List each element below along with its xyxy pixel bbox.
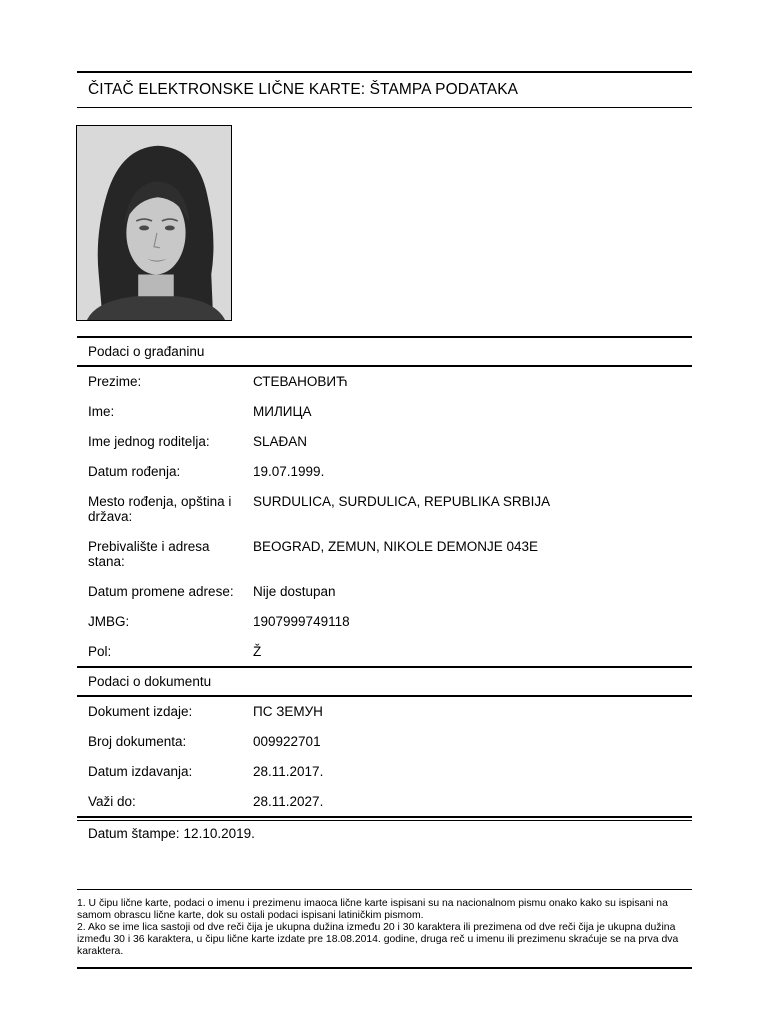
field-value: SLAĐAN: [253, 434, 308, 449]
page-title: [77, 71, 692, 108]
field-label: JMBG:: [88, 614, 130, 629]
field-label: Datum promene adrese:: [88, 584, 234, 599]
field-value: BEOGRAD, ZEMUN, NIKOLE DEMONJE 043E: [253, 539, 539, 554]
document-section-title: Podaci o dokumentu: [88, 674, 212, 689]
field-value: 28.11.2017.: [253, 764, 324, 779]
page-title-text: ČITAČ ELEKTRONSKE LIČNE KARTE: ŠTAMPA PODATAKA: [88, 81, 519, 98]
field-label: Ime:: [88, 404, 115, 419]
field-label: Prezime:: [88, 374, 142, 389]
portrait-photo: [76, 125, 232, 321]
field-value: 28.11.2027.: [253, 794, 324, 809]
field-value: Ž: [253, 644, 262, 659]
print-date: [88, 826, 259, 841]
field-label: Datum rođenja:: [88, 464, 181, 479]
citizen-section-title: Podaci o građaninu: [88, 344, 205, 359]
portrait-photo-icon: [77, 126, 231, 320]
field-label: Važi do:: [88, 794, 136, 809]
field-value: 19.07.1999.: [253, 464, 325, 479]
field-label: Prebivalište i adresa stana:: [88, 539, 210, 569]
print-date-label: Datum štampe:: [88, 826, 180, 841]
field-label: Dokument izdaje:: [88, 704, 193, 719]
footnote-item: 2. Ako se ime lica sastoji od dve reči čija je ukupna dužina između 20 i 30 karaktera ili prezimena od dve reči čija je ukupna dužina između 30 i 36 karaktera, u čipu lične karte izdate pre 18.08.2014. godine, druga reč u imenu ili prezimenu skraćuje se na prva dva karaktera.: [77, 922, 679, 957]
field-label: Ime jednog roditelja:: [88, 434, 210, 449]
field-value: 009922701: [253, 734, 321, 749]
field-value: 1907999749118: [253, 614, 350, 629]
footnotes: [77, 889, 692, 969]
field-label: Mesto rođenja, opština i država:: [88, 494, 232, 524]
field-label: Datum izdavanja:: [88, 764, 193, 779]
footnote-item: 1. U čipu lične karte, podaci o imenu i prezimenu imaoca lične karte ispisani su na nacionalnom pismu onako kako su ispisani na samom obrascu lične karte, dok su ostali podaci ispisani latiničkim pismom.: [77, 898, 668, 921]
field-value: МИЛИЦА: [253, 404, 312, 419]
field-value: ПС ЗЕМУН: [253, 704, 323, 719]
field-label: Broj dokumenta:: [88, 734, 187, 749]
field-label: Pol:: [88, 644, 112, 659]
citizen-section-header: [77, 336, 692, 367]
field-value: SURDULICA, SURDULICA, REPUBLIKA SRBIJA: [253, 494, 551, 509]
print-date-value: 12.10.2019.: [183, 826, 255, 841]
section-divider: [77, 816, 692, 821]
document-section-header: [77, 666, 692, 697]
field-value: Nije dostupan: [253, 584, 336, 599]
field-value: СТЕВАНОВИЋ: [253, 374, 348, 389]
